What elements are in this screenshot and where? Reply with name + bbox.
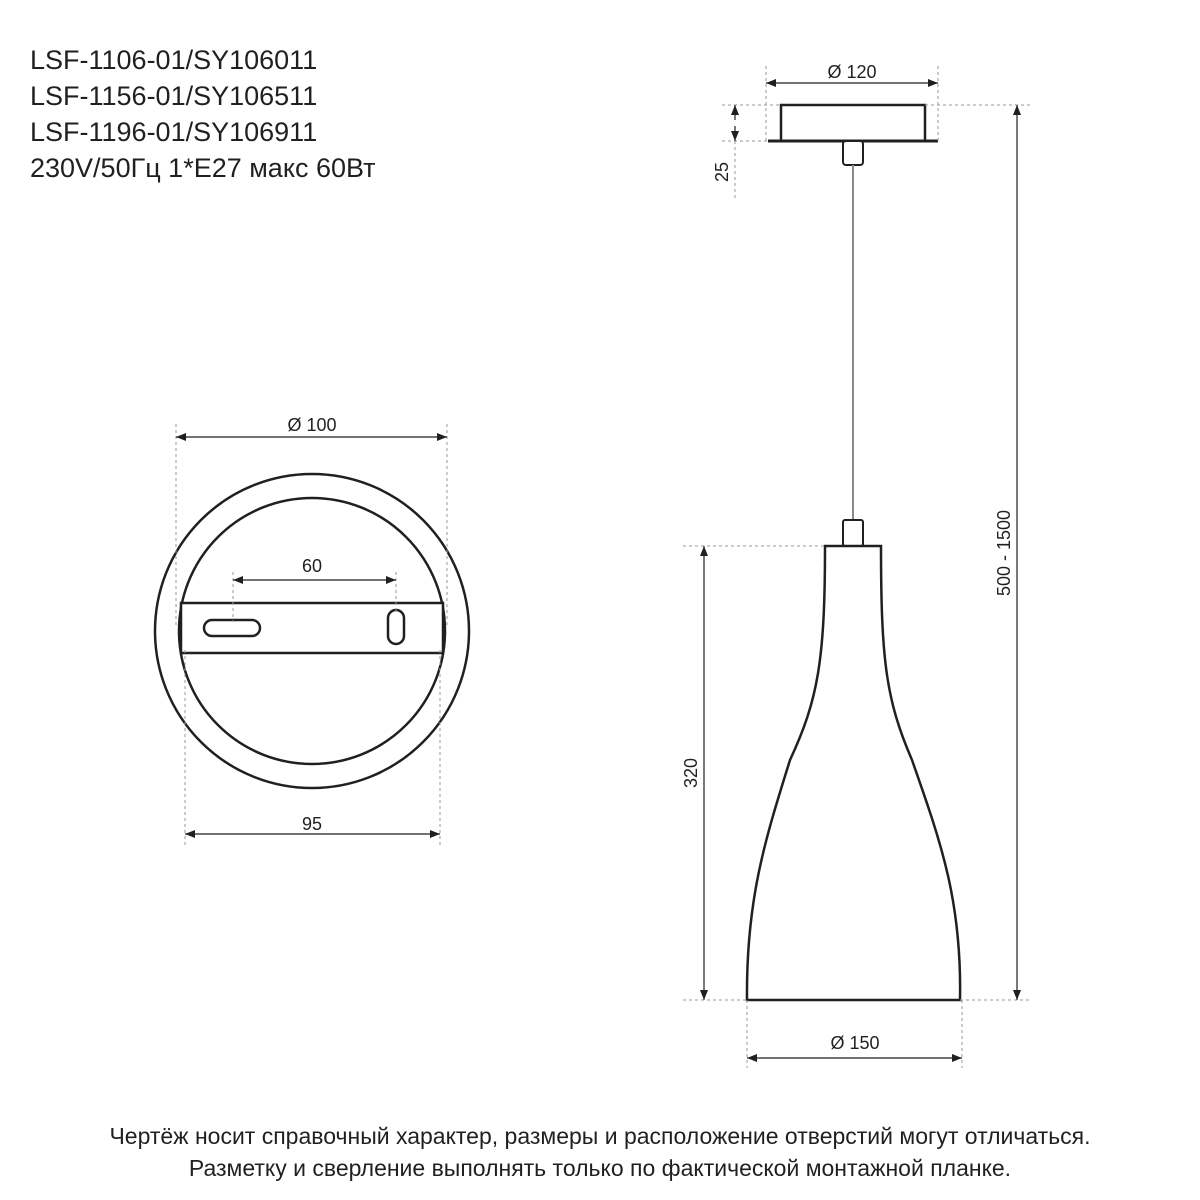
dim-hole-spacing-label: 60 [301,556,323,576]
canopy [781,105,925,141]
dim-plate-diameter-label: Ø 100 [287,415,337,435]
dim-plate-inner-label: 95 [301,814,323,834]
power-spec: 230V/50Гц 1*E27 макс 60Вт [30,153,376,183]
dim-canopy-diameter-label: Ø 120 [827,62,877,82]
lamp-shade [747,546,960,1000]
dim-canopy-height-label: 25 [712,161,732,183]
mounting-plate-view [155,415,469,845]
pendant-lamp-view [681,62,1030,1068]
model-line-3: LSF-1196-01/SY106911 [30,117,318,147]
cord-grip-top [843,141,863,165]
model-line-1: LSF-1106-01/SY106011 [30,45,318,75]
dim-total-height-label: 500 - 1500 [994,509,1014,597]
disclaimer-line-1: Чертёж носит справочный характер, размеры и расположение отверстий могут отличаться. [109,1123,1091,1149]
dim-shade-diameter-label: Ø 150 [830,1033,880,1053]
disclaimer [0,1120,1200,1184]
dim-shade-height-label: 320 [681,757,701,789]
lamp-holder [843,520,863,546]
model-line-2: LSF-1156-01/SY106511 [30,81,318,111]
disclaimer-line-2: Разметку и сверление выполнять только по фактической монтажной планке. [188,1155,1012,1181]
